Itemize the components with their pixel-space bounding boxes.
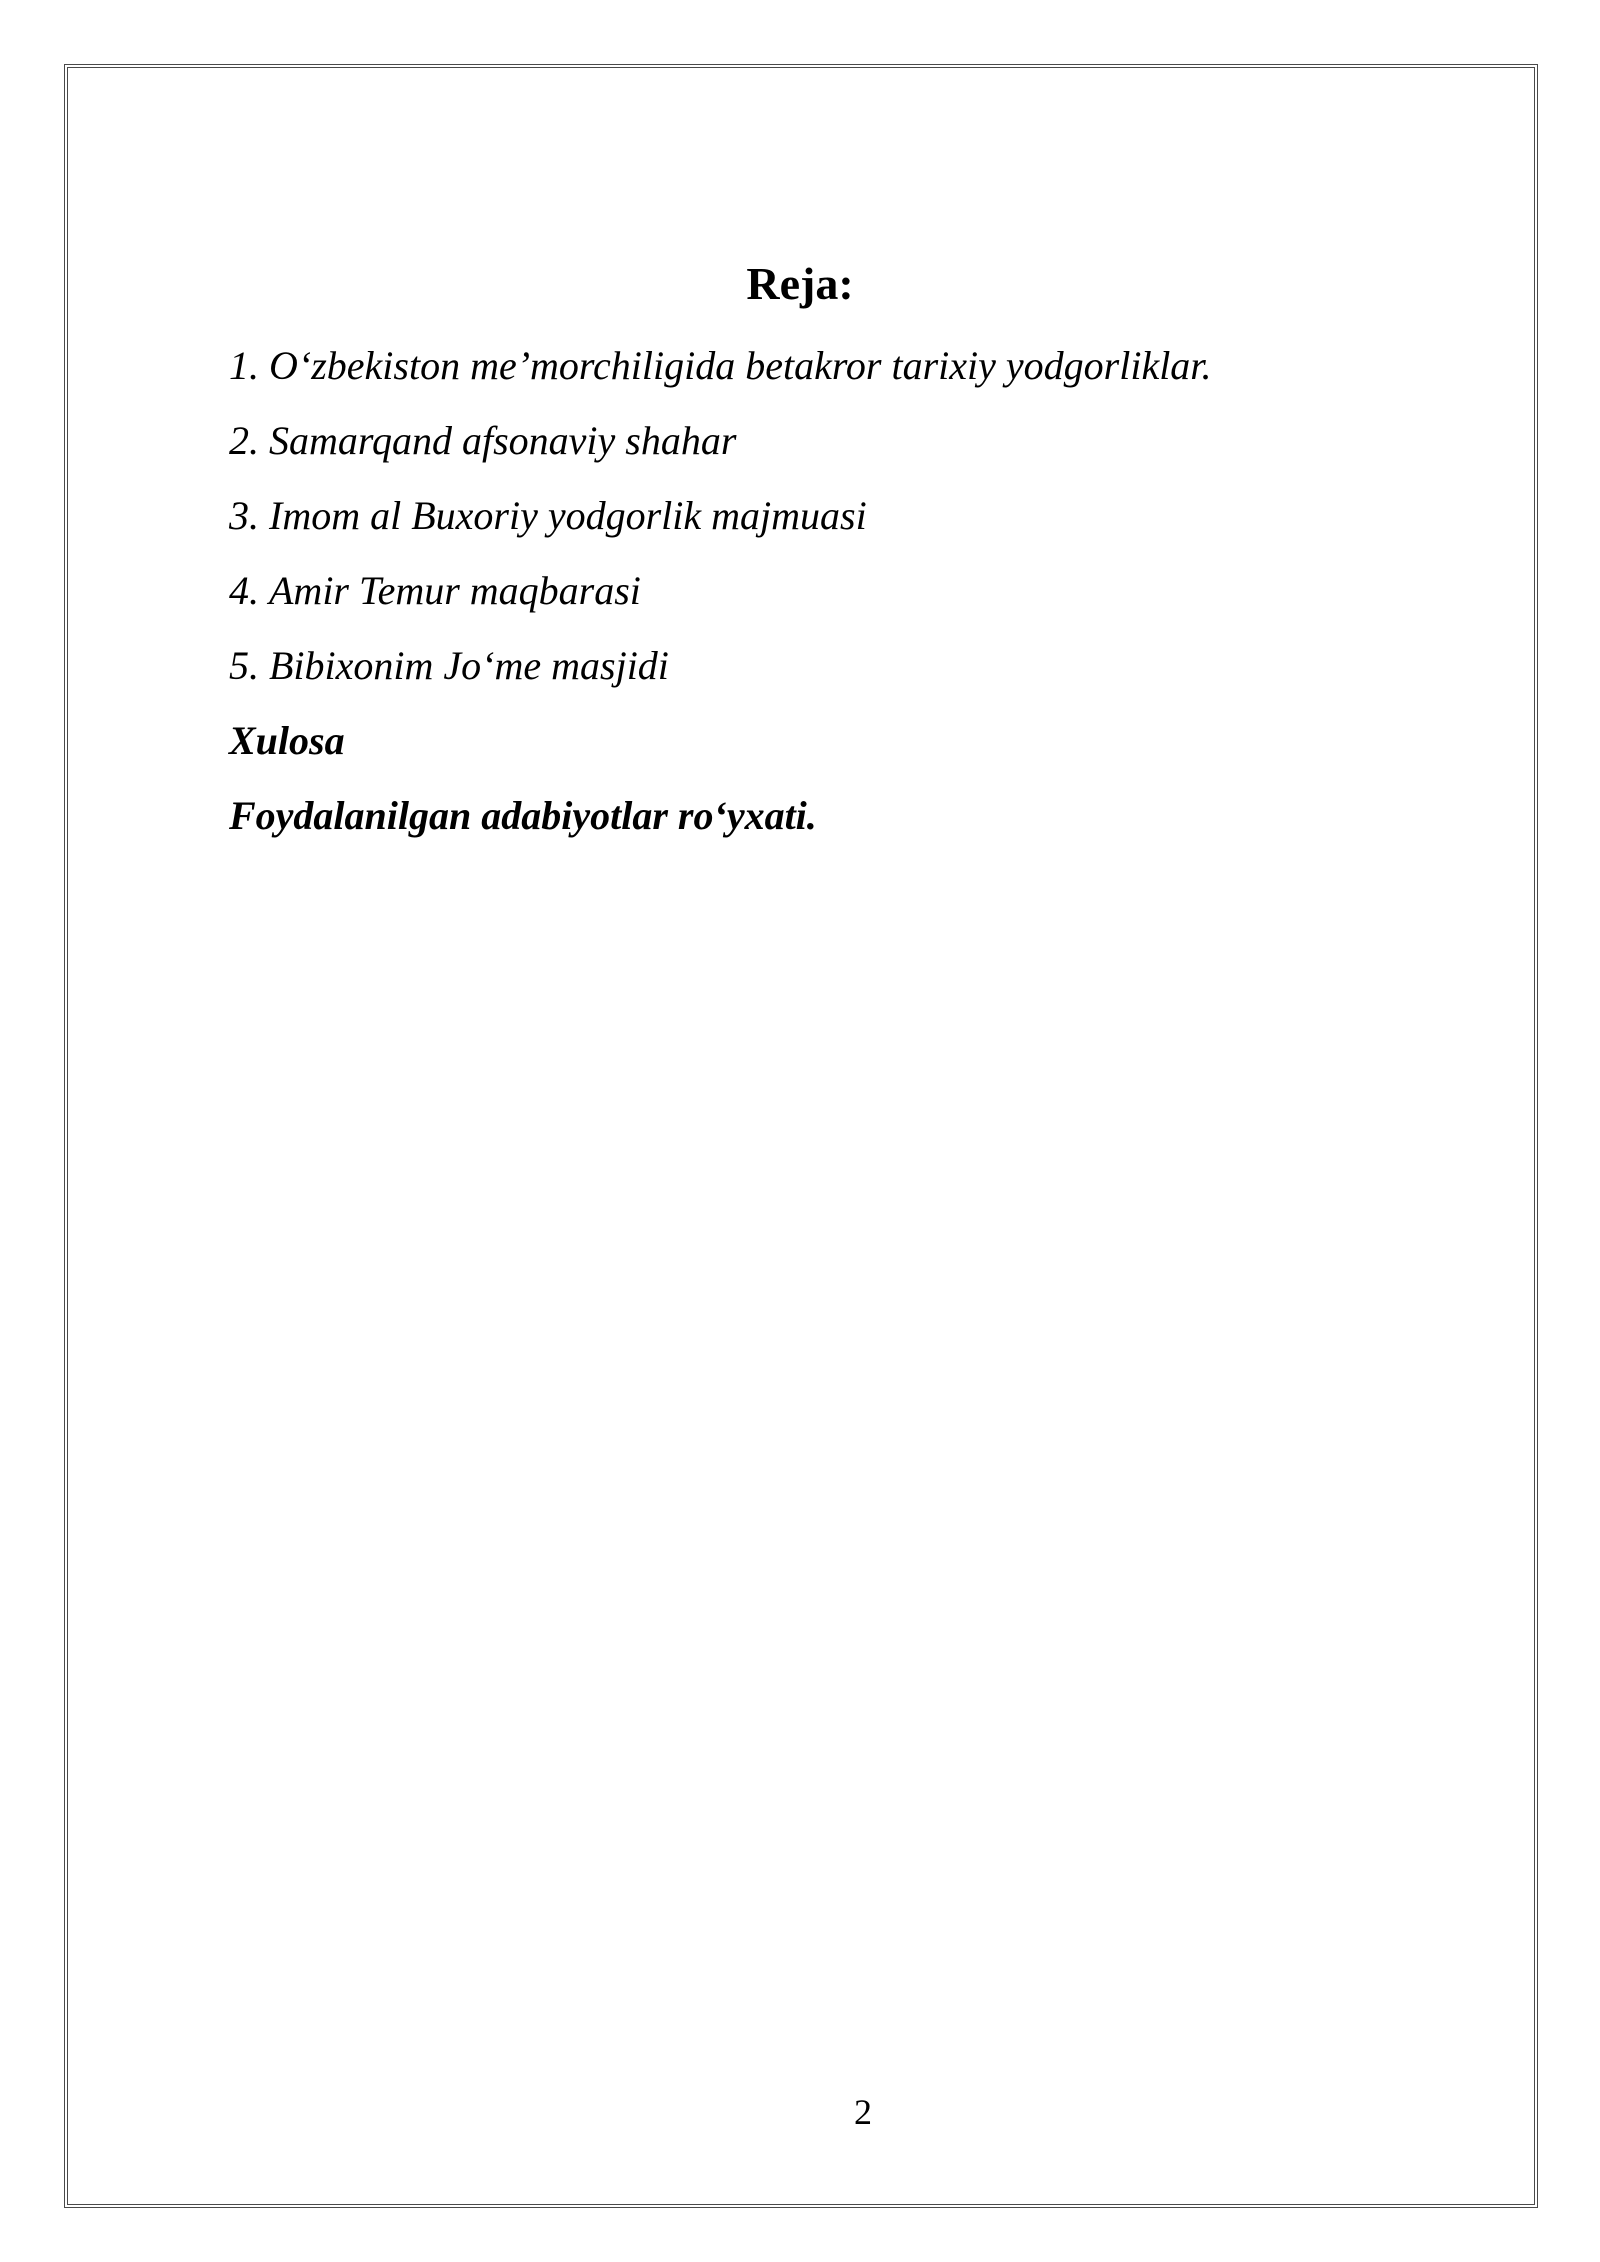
page-number: 2 <box>854 2092 872 2132</box>
plan-item-number: 5. <box>229 643 259 688</box>
plan-item-text: Imom al Buxoriy yodgorlik majmuasi <box>269 493 867 538</box>
plan-item-text: O‘zbekiston me’morchiligida betakror tarixiy yodgorliklar. <box>269 343 1212 388</box>
plan-list <box>229 336 1211 711</box>
plan-item-2 <box>229 411 1211 486</box>
page-title: Reja: <box>746 258 854 309</box>
plan-item-text: Amir Temur maqbarasi <box>269 568 641 613</box>
plan-item-number: 2. <box>229 418 259 463</box>
plan-item-text: Samarqand afsonaviy shahar <box>269 418 737 463</box>
plan-item-4 <box>229 561 1211 636</box>
plan-item-text: Bibixonim Jo‘me masjidi <box>269 643 669 688</box>
conclusion-heading: Xulosa <box>229 718 345 763</box>
plan-item-number: 4. <box>229 568 259 613</box>
plan-item-1 <box>229 336 1211 411</box>
plan-item-3 <box>229 486 1211 561</box>
references-heading: Foydalanilgan adabiyotlar ro‘yxati. <box>229 793 817 838</box>
plan-item-5 <box>229 636 1211 711</box>
plan-item-number: 1. <box>229 343 259 388</box>
plan-item-number: 3. <box>229 493 259 538</box>
